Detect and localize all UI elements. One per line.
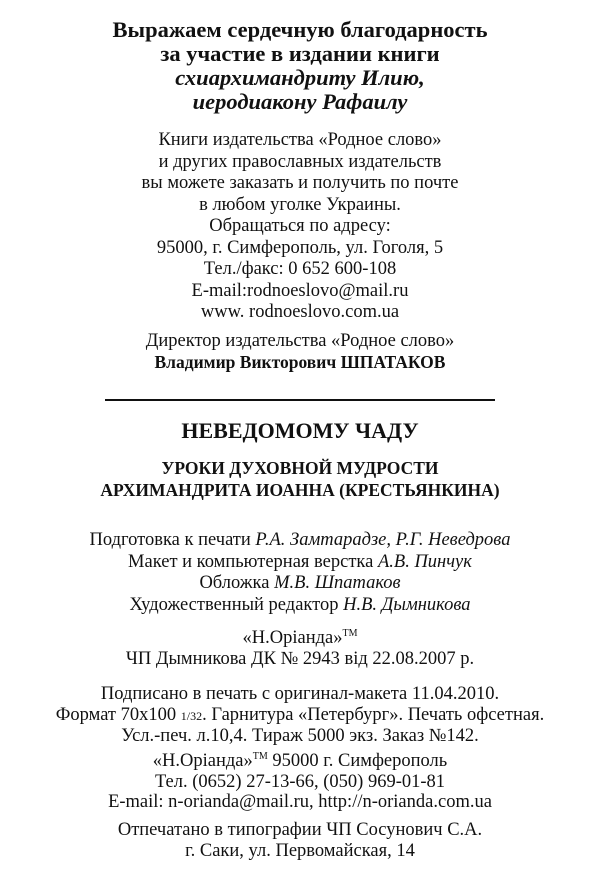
ordering-info-block	[0, 130, 600, 324]
book-title: НЕВЕДОМОМУ ЧАДУ	[181, 418, 419, 443]
print-format-suffix: . Гарнитура «Петербург». Печать офсетная.	[202, 704, 545, 725]
director-name: Владимир Викторович ШПАТАКОВ	[154, 352, 446, 372]
credit-art-editor	[0, 595, 600, 617]
thanks-line-1: Выражаем сердечную благодарность	[112, 17, 488, 42]
publisher-license: ЧП Дымникова ДК № 2943 від 22.08.2007 р.	[125, 649, 475, 670]
credit-preparation	[0, 530, 600, 552]
thanks-line-2: за участие в издании книги	[160, 41, 440, 66]
book-subtitle-line-1: УРОКИ ДУХОВНОЙ МУДРОСТИ	[161, 458, 439, 478]
credit-layout-name: А.В. Пинчук	[377, 551, 472, 572]
orders-address: 95000, г. Симферополь, ул. Гоголя, 5	[156, 237, 444, 258]
orders-phone: Тел./факс: 0 652 600-108	[203, 259, 397, 279]
orders-line-1: Книги издательства «Родное слово»	[158, 130, 442, 150]
contacts-email: E-mail: n-orianda@mail.ru, http://n-orianda.com.ua	[108, 792, 492, 813]
publisher-name	[0, 623, 600, 649]
book-subtitle-line-2: АРХИМАНДРИТА ИОАННА (КРЕСТЬЯНКИНА)	[100, 480, 500, 500]
credit-preparation-names: Р.А. Замтарадзе, Р.Г. Неведрова	[255, 530, 511, 550]
credit-art-name: Н.В. Дымникова	[343, 594, 471, 615]
orders-email: E-mail:rodnoeslovo@mail.ru	[191, 280, 409, 301]
contacts-phone: Тел. (0652) 27-13-66, (050) 969-01-81	[154, 771, 446, 792]
contacts-address: 95000 г. Симферополь	[267, 751, 448, 772]
contacts-publisher	[0, 747, 600, 772]
print-format-fraction: 1/32	[180, 708, 203, 723]
credit-cover-name: М.В. Шпатаков	[274, 573, 401, 593]
thanks-line-3: схиархимандриту Илию,	[175, 65, 425, 90]
acknowledgement-block	[0, 18, 600, 114]
credit-cover	[0, 573, 600, 595]
orders-website: www. rodnoeslovo.com.ua	[200, 302, 400, 322]
thanks-line-4: иеродиакону Рафаилу	[192, 89, 408, 114]
contacts-block	[0, 747, 600, 813]
orders-line-2: и других православных издательств	[158, 151, 442, 172]
contacts-name: «Н.Оріанда»	[152, 751, 253, 772]
book-title-block	[0, 418, 600, 444]
trademark-mark: TM	[342, 628, 358, 639]
book-subtitle-block	[0, 457, 600, 501]
print-details-block	[0, 684, 600, 747]
credit-art-label: Художественный редактор	[129, 594, 344, 615]
credit-layout	[0, 552, 600, 574]
orders-line-4: в любом уголке Украины.	[199, 194, 401, 215]
contacts-trademark-mark: TM	[252, 751, 268, 762]
printing-house-address: г. Саки, ул. Первомайская, 14	[185, 840, 415, 861]
credits-block	[0, 530, 600, 616]
publisher-name-text: «Н.Оріанда»	[242, 628, 343, 649]
director-role: Директор издательства «Родное слово»	[145, 331, 455, 351]
orders-line-5: Обращаться по адресу:	[209, 216, 391, 236]
director-block	[0, 331, 600, 373]
credit-preparation-label: Подготовка к печати	[89, 530, 256, 550]
horizontal-divider	[105, 399, 495, 401]
print-format-prefix: Формат 70х100	[55, 704, 181, 725]
print-sheets: Усл.-печ. л.10,4. Тираж 5000 экз. Заказ №142.	[121, 726, 479, 746]
printing-house-name: Отпечатано в типографии ЧП Сосунович С.А.	[117, 820, 483, 840]
printing-house-block	[0, 820, 600, 861]
credit-layout-label: Макет и компьютерная верстка	[128, 551, 378, 572]
publisher-block	[0, 623, 600, 670]
orders-line-3: вы можете заказать и получить по почте	[141, 173, 459, 193]
credit-cover-label: Обложка	[199, 573, 275, 593]
print-signed: Подписано в печать с оригинал-макета 11.04.2010.	[100, 684, 500, 704]
print-format	[0, 705, 600, 727]
